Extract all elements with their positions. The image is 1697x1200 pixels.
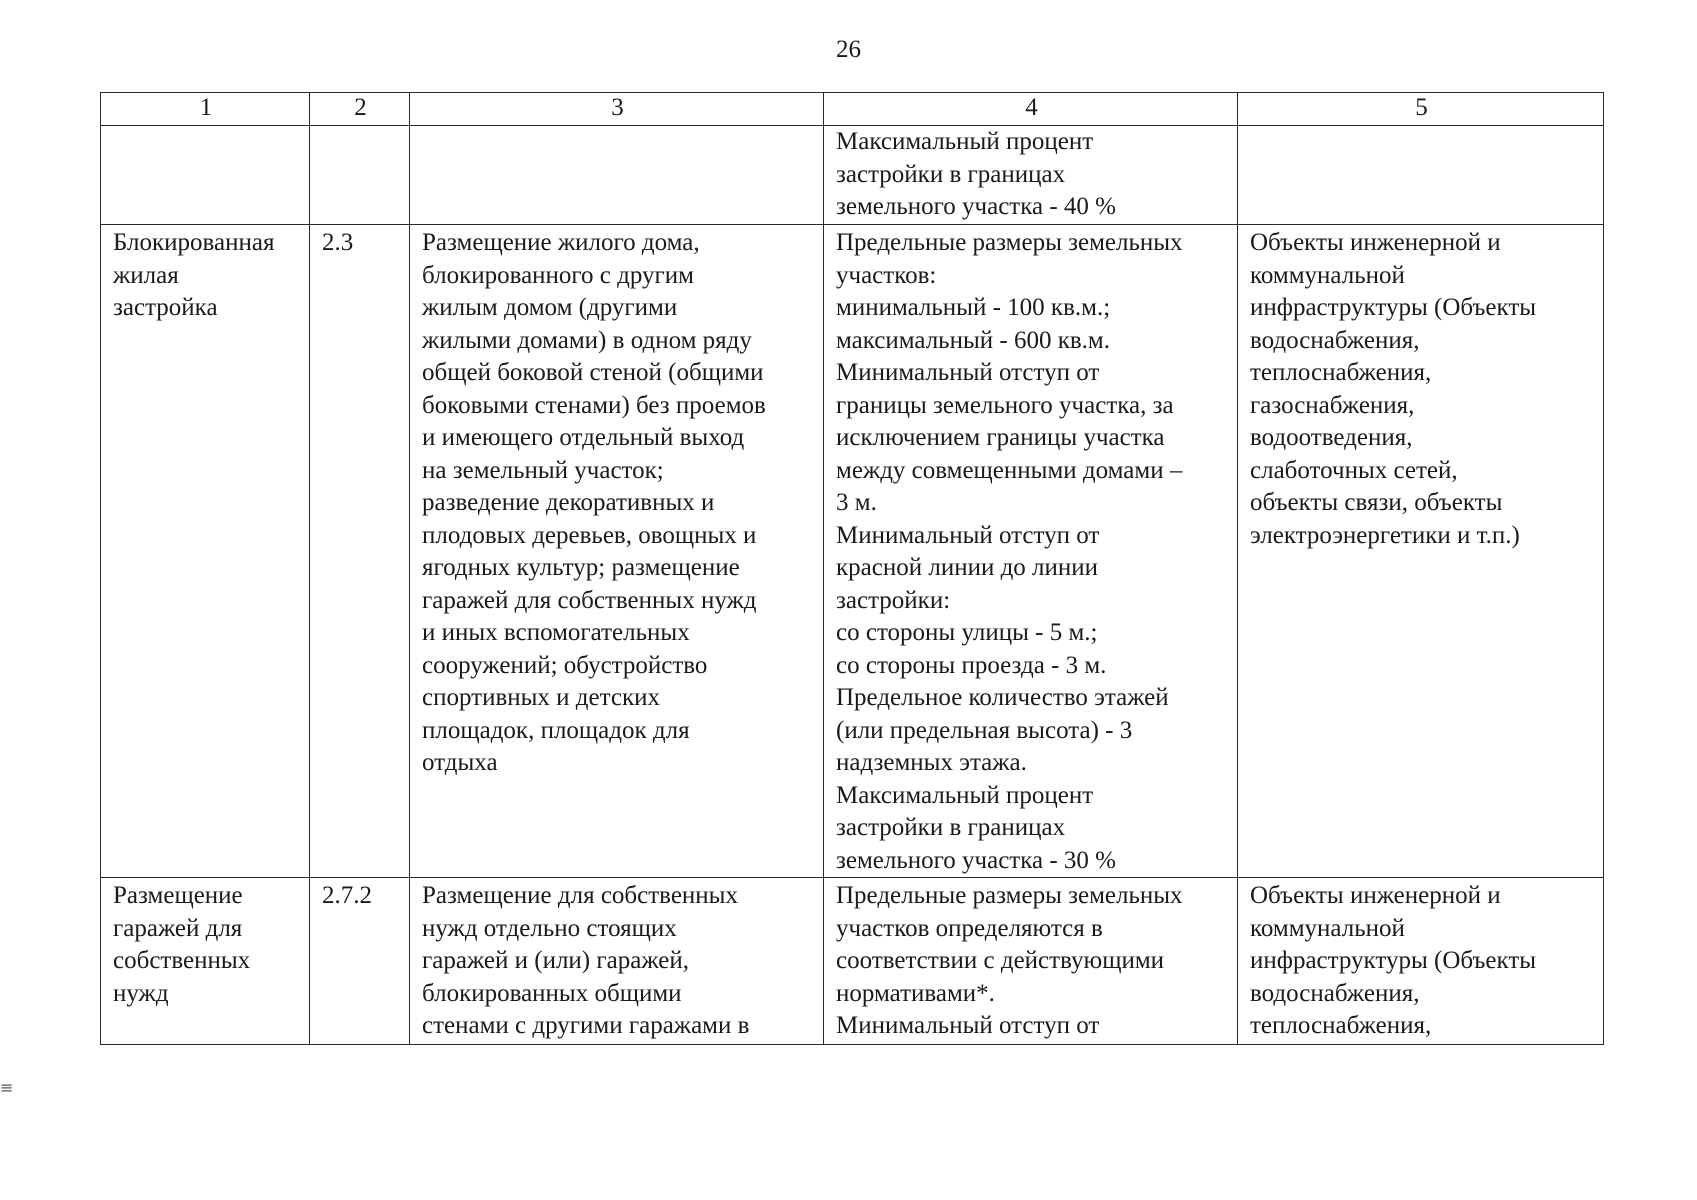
cell-text-line: жилая bbox=[113, 261, 179, 289]
cell-auxiliary-uses bbox=[1238, 126, 1604, 225]
cell-text-line: между совмещенными домами – bbox=[836, 456, 1183, 484]
cell-auxiliary-uses bbox=[1238, 878, 1604, 1045]
cell-text-line: Объекты инженерной и bbox=[1250, 229, 1501, 256]
cell-text-line: максимальный - 600 кв.м. bbox=[836, 326, 1110, 354]
header-cell-4: 4 bbox=[824, 93, 1238, 126]
land-use-table bbox=[100, 92, 1604, 1045]
cell-text-line: электроэнергетики и т.п.) bbox=[1250, 521, 1520, 549]
cell-text-line: Объекты инженерной и bbox=[1250, 882, 1501, 909]
cell-text-line: гаражей для bbox=[113, 914, 243, 942]
cell-text-line: 3 м. bbox=[836, 489, 877, 516]
cell-text-line: нормативами*. bbox=[836, 979, 995, 1007]
cell-text-line: красной линии до линии bbox=[836, 554, 1099, 581]
page-number: 26 bbox=[836, 36, 861, 63]
scan-edge-mark: ≡ bbox=[0, 1078, 14, 1097]
cell-use-description bbox=[410, 878, 824, 1045]
table-header-row bbox=[101, 93, 1604, 126]
cell-parameters bbox=[824, 878, 1238, 1045]
cell-text-line: отдыха bbox=[422, 749, 498, 776]
cell-use-code bbox=[310, 225, 410, 878]
cell-text-line: Размещение для собственных bbox=[422, 882, 738, 909]
cell-text-line: и имеющего отдельный выход bbox=[422, 424, 745, 451]
cell-text-line: земельного участка - 40 % bbox=[836, 193, 1116, 220]
cell-text-line: участков определяются в bbox=[836, 914, 1103, 942]
cell-text-line: со стороны улицы - 5 м.; bbox=[836, 619, 1098, 646]
cell-text-line: Предельные размеры земельных bbox=[836, 882, 1183, 909]
cell-text-line: на земельный участок; bbox=[422, 456, 664, 484]
cell-text-line: общей боковой стеной (общими bbox=[422, 359, 764, 386]
cell-use-description bbox=[410, 225, 824, 878]
cell-text-line: боковыми стенами) без проемов bbox=[422, 391, 766, 419]
cell-text-line: Предельное количество этажей bbox=[836, 684, 1169, 711]
cell-text-line: Размещение bbox=[113, 882, 243, 909]
cell-text-line: объекты связи, объекты bbox=[1250, 489, 1503, 516]
cell-text-line: коммунальной bbox=[1250, 914, 1405, 942]
cell-text-line: водоотведения, bbox=[1250, 424, 1413, 451]
cell-text-line: теплоснабжения, bbox=[1250, 359, 1432, 386]
cell-text-line: слаботочных сетей, bbox=[1250, 456, 1458, 484]
cell-text-line: инфраструктуры (Объекты bbox=[1250, 947, 1537, 974]
cell-text-line: ягодных культур; размещение bbox=[422, 554, 740, 581]
table-row-garages bbox=[101, 878, 1604, 1045]
cell-text-line: Размещение жилого дома, bbox=[422, 229, 700, 256]
cell-text-line: водоснабжения, bbox=[1250, 326, 1420, 354]
cell-text-line: застройка bbox=[113, 294, 218, 321]
cell-text-line: застройки в границах bbox=[836, 160, 1066, 188]
table-row-continuation bbox=[101, 126, 1604, 225]
cell-text-line: Минимальный отступ от bbox=[836, 521, 1100, 549]
cell-text-line: разведение декоративных и bbox=[422, 489, 715, 516]
cell-use-name bbox=[101, 878, 310, 1045]
cell-use-description bbox=[410, 126, 824, 225]
cell-text-line: Минимальный отступ от bbox=[836, 359, 1100, 386]
cell-parameters bbox=[824, 126, 1238, 225]
cell-text-line: блокированных общими bbox=[422, 979, 682, 1007]
cell-text-line: нужд отдельно стоящих bbox=[422, 914, 677, 942]
cell-text-line: коммунальной bbox=[1250, 261, 1405, 289]
cell-parameters bbox=[824, 225, 1238, 878]
cell-text-line: газоснабжения, bbox=[1250, 391, 1415, 419]
cell-auxiliary-uses bbox=[1238, 225, 1604, 878]
cell-text-line: Блокированная bbox=[113, 229, 275, 256]
cell-use-code bbox=[310, 126, 410, 225]
cell-text-line: стенами с другими гаражами в bbox=[422, 1012, 750, 1039]
cell-use-name bbox=[101, 126, 310, 225]
table-row-blocked-housing bbox=[101, 225, 1604, 878]
cell-text-line: со стороны проезда - 3 м. bbox=[836, 651, 1107, 679]
cell-text-line: водоснабжения, bbox=[1250, 979, 1420, 1007]
cell-text-line: собственных bbox=[113, 947, 251, 974]
cell-text-line: спортивных и детских bbox=[422, 684, 660, 711]
cell-text-line: застройки в границах bbox=[836, 814, 1066, 841]
cell-text-line: плодовых деревьев, овощных и bbox=[422, 521, 757, 549]
cell-text-line: нужд bbox=[113, 979, 169, 1007]
cell-text-line: исключением границы участка bbox=[836, 424, 1165, 451]
cell-text-line: жилым домом (другими bbox=[422, 294, 678, 321]
cell-text-line: участков: bbox=[836, 261, 937, 289]
cell-text-line: соответствии с действующими bbox=[836, 947, 1165, 974]
cell-text-line: (или предельная высота) - 3 bbox=[836, 716, 1133, 744]
cell-text-line: жилыми домами) в одном ряду bbox=[422, 326, 752, 354]
cell-text-line: застройки: bbox=[836, 586, 951, 614]
cell-text-line: теплоснабжения, bbox=[1250, 1012, 1432, 1039]
cell-text-line: гаражей и (или) гаражей, bbox=[422, 947, 689, 974]
cell-use-code bbox=[310, 878, 410, 1045]
header-cell-1: 1 bbox=[101, 93, 310, 126]
cell-text-line: Минимальный отступ от bbox=[836, 1012, 1100, 1039]
cell-text-line: инфраструктуры (Объекты bbox=[1250, 294, 1537, 321]
cell-text-line: 2.7.2 bbox=[322, 882, 372, 909]
cell-text-line: Предельные размеры земельных bbox=[836, 229, 1183, 256]
cell-text-line: площадок, площадок для bbox=[422, 716, 690, 744]
cell-text-line: минимальный - 100 кв.м.; bbox=[836, 294, 1111, 321]
cell-text-line: границы земельного участка, за bbox=[836, 391, 1174, 419]
cell-text-line: надземных этажа. bbox=[836, 749, 1027, 776]
header-cell-3: 3 bbox=[410, 93, 824, 126]
cell-text-line: Максимальный процент bbox=[836, 128, 1094, 155]
cell-use-name bbox=[101, 225, 310, 878]
cell-text-line: сооружений; обустройство bbox=[422, 651, 708, 679]
cell-text-line: земельного участка - 30 % bbox=[836, 846, 1116, 874]
cell-text-line: гаражей для собственных нужд bbox=[422, 586, 757, 614]
header-cell-5: 5 bbox=[1238, 93, 1604, 126]
cell-text-line: и иных вспомогательных bbox=[422, 619, 690, 646]
cell-text-line: Максимальный процент bbox=[836, 781, 1094, 809]
header-cell-2: 2 bbox=[310, 93, 410, 126]
cell-text-line: 2.3 bbox=[322, 229, 354, 256]
cell-text-line: блокированного с другим bbox=[422, 261, 694, 289]
